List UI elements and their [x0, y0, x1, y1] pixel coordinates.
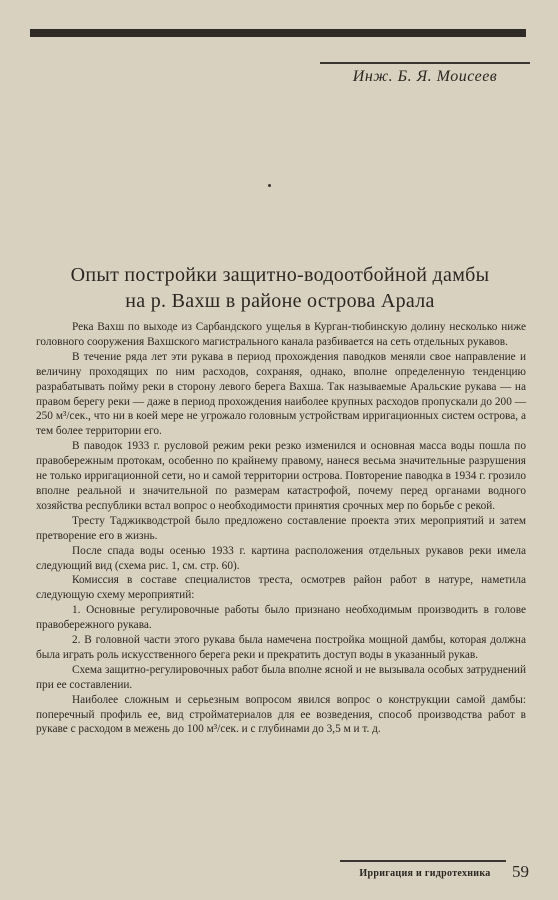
- title-line-2: на р. Вахш в районе острова Арала: [125, 290, 435, 312]
- article-title: [30, 262, 530, 314]
- paragraph: Схема защитно-регулировочных работ была вполне ясной и не вызывала особых затруднений при ее составлении.: [36, 663, 526, 691]
- paragraph: В паводок 1933 г. русловой режим реки резко изменился и основная масса воды пошла по правобережным протокам, особенно по крайнему правому, нанеся весьма значительные разрушения не только ирригационной сети, но и самой территории острова. Повторение паводка в 1934 г. грозило вполне реальной и значительной по размерам катастрофой, почему перед органами водного хозяйства республики встал вопрос о необходимости принятия срочных мер по борьбе с рекой.: [36, 440, 526, 512]
- article-body: [36, 320, 526, 737]
- paragraph: 1. Основные регулировочные работы было признано необходимым производить в голове правобережного рукава.: [36, 604, 526, 632]
- page-number: 59: [512, 862, 529, 881]
- title-line-1: Опыт постройки защитно-водоотбойной дамбы: [70, 264, 490, 286]
- footer-rule: [340, 860, 506, 862]
- paragraph: В течение ряда лет эти рукава в период прохождения паводков меняли свое направление и величину проходящих по ним расходов, сохраняя, однако, вполне определенную тенденцию разрабатывать пойму реки в сторону левого берега Вахша. Так называемые Аральские рукава — на правом берегу реки — даже в период прохождения наиболее крупных расходов пропускали до 200 — 250 м³/сек., что ни в коей мере не угрожало головным устройствам ирригационных систем острова, а тем более территории его.: [36, 350, 526, 438]
- paragraph: После спада воды осенью 1933 г. картина расположения отдельных рукавов реки имела следующий вид (схема рис. 1, см. стр. 60).: [36, 544, 526, 572]
- author-rule: [320, 62, 530, 64]
- paragraph: Тресту Таджикводстрой было предложено составление проекта этих мероприятий и затем претворение его в жизнь.: [36, 514, 526, 542]
- paragraph: Наиболее сложным и серьезным вопросом явился вопрос о конструкции самой дамбы: поперечный профиль ее, вид стройматериалов для ее возведения, способ производства работ в рукаве с расходом в межень до 100 м³/сек. и с глубинами до 3,5 м и т. д.: [36, 693, 526, 736]
- author: Инж. Б. Я. Моисеев: [352, 68, 498, 85]
- paragraph: Река Вахш по выходе из Сарбандского ущелья в Курган-тюбинскую долину несколько ниже головного сооружения Вахшского магистрального канала разбивается на сеть отдельных рукавов.: [36, 321, 526, 348]
- print-speck: [268, 184, 271, 187]
- paragraph: Комиссия в составе специалистов треста, осмотрев район работ в натуре, наметила следующую схему мероприятий:: [36, 574, 526, 602]
- top-rule: [30, 29, 526, 37]
- footer-journal-name: Ирригация и гидротехника: [359, 868, 491, 879]
- paragraph: 2. В головной части этого рукава была намечена постройка мощной дамбы, которая должна была играть роль искусственного берега реки и прекратить доступ воды в указанный рукав.: [36, 634, 526, 661]
